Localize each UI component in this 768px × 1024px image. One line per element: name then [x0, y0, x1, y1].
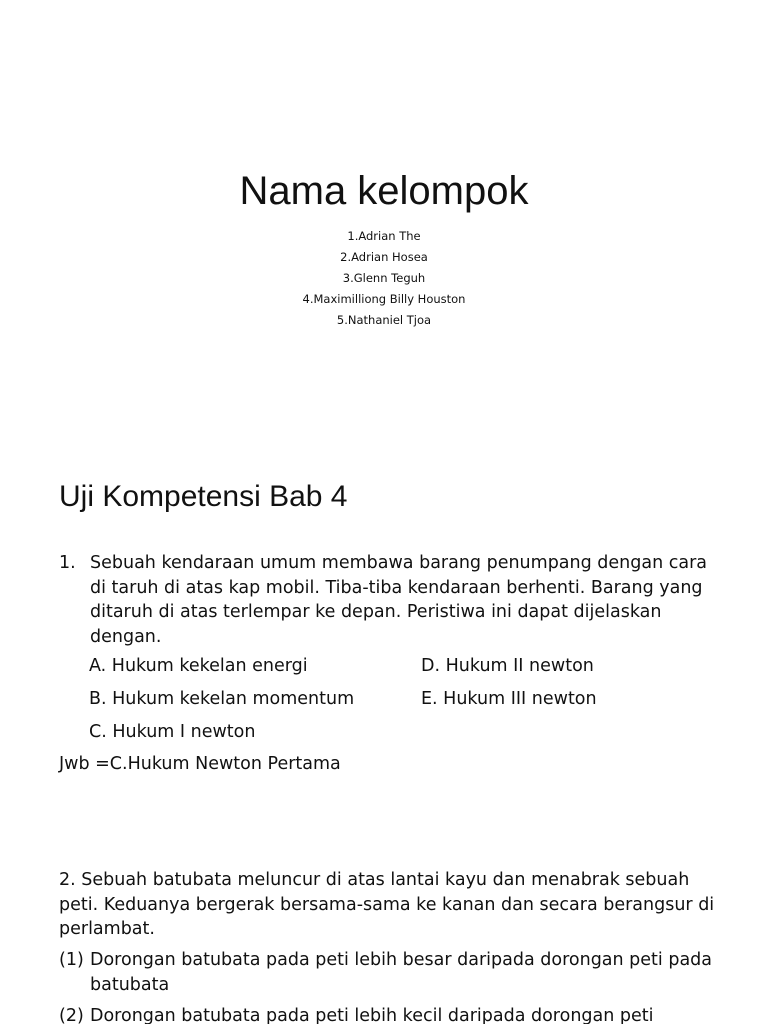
statement-number: (1)	[59, 950, 84, 970]
member-item: 4.Maximilliong Billy Houston	[302, 292, 466, 306]
statement-number: (2)	[59, 1006, 84, 1024]
group-title: Nama kelompok	[239, 169, 529, 213]
member-item: 1.Adrian The	[347, 229, 421, 243]
statement-text: Dorongan batubata pada peti lebih besar daripada dorongan peti pada batubata	[90, 950, 713, 995]
slide-questions	[0, 430, 768, 1024]
member-item: 2.Adrian Hosea	[340, 250, 428, 264]
question-1	[59, 551, 719, 649]
statement-1	[59, 948, 719, 997]
slide-title: Uji Kompetensi Bab 4	[59, 480, 348, 513]
option-c: C. Hukum I newton	[89, 722, 256, 742]
option-a: A. Hukum kekelan energi	[89, 656, 308, 676]
option-b: B. Hukum kekelan momentum	[89, 689, 355, 709]
question-2: 2. Sebuah batubata meluncur di atas lantai kayu dan menabrak sebuah peti. Keduanya bergerak bersama-sama ke kanan dan secara berangsur di perlambat.	[59, 870, 715, 939]
member-list	[0, 226, 768, 331]
option-e: E. Hukum III newton	[421, 689, 597, 709]
option-d: D. Hukum II newton	[421, 656, 594, 676]
question-number: 1.	[59, 553, 76, 573]
statement-2	[59, 1004, 719, 1024]
question-text: Sebuah kendaraan umum membawa barang penumpang dengan cara di taruh di atas kap mobil. Tiba-tiba kendaraan berhenti. Barang yang ditaruh di atas terlempar ke depan. Peristiwa ini dapat dijelaskan dengan.	[90, 553, 708, 647]
member-item: 5.Nathaniel Tjoa	[336, 313, 432, 327]
slide-title-page	[0, 0, 768, 420]
answer-text: Jwb =C.Hukum Newton Pertama	[59, 754, 341, 774]
statement-text: Dorongan batubata pada peti lebih kecil daripada dorongan peti	[90, 1006, 654, 1024]
member-item: 3.Glenn Teguh	[342, 271, 426, 285]
